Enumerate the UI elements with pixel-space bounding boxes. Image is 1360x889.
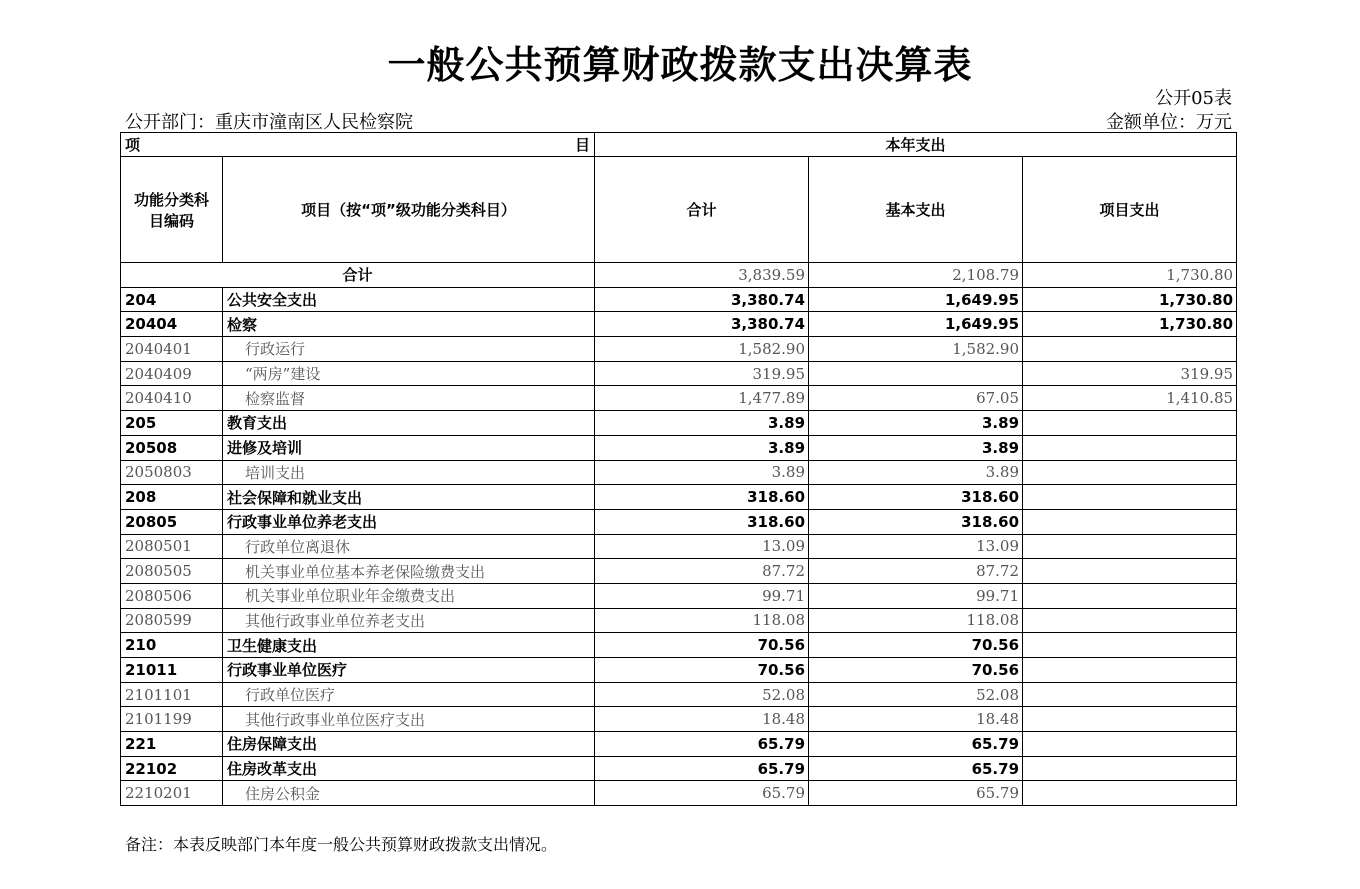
row-code: 2080501 [121, 534, 223, 559]
row-basic: 65.79 [809, 732, 1023, 757]
row-project [1023, 411, 1237, 436]
row-project: 1,730.80 [1023, 287, 1237, 312]
row-project [1023, 534, 1237, 559]
row-name: 行政运行 [223, 337, 595, 362]
row-code: 20508 [121, 435, 223, 460]
row-total: 70.56 [595, 658, 809, 683]
row-code: 2080505 [121, 559, 223, 584]
row-project [1023, 732, 1237, 757]
row-name: 行政单位离退休 [223, 534, 595, 559]
row-code: 2040401 [121, 337, 223, 362]
row-basic: 118.08 [809, 608, 1023, 633]
row-project: 1,410.85 [1023, 386, 1237, 411]
total-label: 合计 [121, 263, 595, 288]
table-row [121, 658, 1237, 683]
row-project [1023, 633, 1237, 658]
header-item: 项目（按“项”级功能分类科目） [223, 157, 595, 263]
row-project [1023, 658, 1237, 683]
header-mu: 目 [575, 136, 591, 154]
row-name: 公共安全支出 [223, 287, 595, 312]
row-code: 2040409 [121, 361, 223, 386]
row-basic: 70.56 [809, 658, 1023, 683]
row-code: 2101199 [121, 707, 223, 732]
row-project [1023, 509, 1237, 534]
table-row [121, 756, 1237, 781]
table-row [121, 361, 1237, 386]
table-row [121, 732, 1237, 757]
row-basic: 18.48 [809, 707, 1023, 732]
row-basic: 65.79 [809, 781, 1023, 806]
row-code: 2101101 [121, 682, 223, 707]
row-total: 3,380.74 [595, 287, 809, 312]
row-total: 3,380.74 [595, 312, 809, 337]
row-name: 住房保障支出 [223, 732, 595, 757]
header-xiang: 项 [125, 136, 141, 154]
table-row [121, 411, 1237, 436]
table-row [121, 707, 1237, 732]
table-row [121, 485, 1237, 510]
row-project [1023, 707, 1237, 732]
row-basic: 1,582.90 [809, 337, 1023, 362]
row-basic: 52.08 [809, 682, 1023, 707]
table-row [121, 583, 1237, 608]
row-basic: 65.79 [809, 756, 1023, 781]
row-name: 其他行政事业单位医疗支出 [223, 707, 595, 732]
row-code: 20805 [121, 509, 223, 534]
row-total: 319.95 [595, 361, 809, 386]
row-code: 205 [121, 411, 223, 436]
page-title: 一般公共预算财政拨款支出决算表 [387, 43, 973, 87]
row-total: 318.60 [595, 485, 809, 510]
header-basic: 基本支出 [809, 157, 1023, 263]
row-project [1023, 583, 1237, 608]
expense-table [120, 132, 1237, 806]
row-total: 13.09 [595, 534, 809, 559]
row-total: 87.72 [595, 559, 809, 584]
row-name: “两房”建设 [223, 361, 595, 386]
table-row [121, 559, 1237, 584]
header-code: 功能分类科目编码 [121, 157, 223, 263]
table-row [121, 386, 1237, 411]
row-name: 其他行政事业单位养老支出 [223, 608, 595, 633]
row-name: 住房改革支出 [223, 756, 595, 781]
total-basic: 2,108.79 [809, 263, 1023, 288]
total-project: 1,730.80 [1023, 263, 1237, 288]
row-basic: 67.05 [809, 386, 1023, 411]
row-total: 1,582.90 [595, 337, 809, 362]
unit-label: 金额单位：万元 [1106, 112, 1232, 133]
row-name: 进修及培训 [223, 435, 595, 460]
total-total: 3,839.59 [595, 263, 809, 288]
total-row [121, 263, 1237, 288]
row-project [1023, 781, 1237, 806]
row-basic: 1,649.95 [809, 312, 1023, 337]
row-total: 52.08 [595, 682, 809, 707]
header-row-2 [121, 157, 1237, 263]
row-basic: 1,649.95 [809, 287, 1023, 312]
row-total: 3.89 [595, 460, 809, 485]
row-name: 住房公积金 [223, 781, 595, 806]
row-name: 机关事业单位基本养老保险缴费支出 [223, 559, 595, 584]
row-total: 3.89 [595, 411, 809, 436]
header-row-1 [121, 133, 1237, 157]
row-basic: 3.89 [809, 460, 1023, 485]
table-row [121, 633, 1237, 658]
row-total: 118.08 [595, 608, 809, 633]
row-project: 1,730.80 [1023, 312, 1237, 337]
row-project [1023, 337, 1237, 362]
header-year-expense: 本年支出 [595, 133, 1237, 157]
table-row [121, 337, 1237, 362]
header-item-cell [121, 133, 595, 157]
form-number: 公开05表 [1155, 88, 1232, 109]
table-row [121, 460, 1237, 485]
row-code: 2080506 [121, 583, 223, 608]
table-row [121, 682, 1237, 707]
row-code: 2040410 [121, 386, 223, 411]
row-code: 210 [121, 633, 223, 658]
row-total: 65.79 [595, 781, 809, 806]
row-name: 行政事业单位医疗 [223, 658, 595, 683]
row-name: 教育支出 [223, 411, 595, 436]
row-total: 65.79 [595, 732, 809, 757]
table-row [121, 608, 1237, 633]
row-project [1023, 682, 1237, 707]
row-total: 70.56 [595, 633, 809, 658]
row-basic: 318.60 [809, 509, 1023, 534]
row-code: 20404 [121, 312, 223, 337]
row-code: 21011 [121, 658, 223, 683]
table-row [121, 509, 1237, 534]
row-name: 检察监督 [223, 386, 595, 411]
table-row [121, 534, 1237, 559]
row-total: 18.48 [595, 707, 809, 732]
table-row [121, 312, 1237, 337]
row-code: 208 [121, 485, 223, 510]
row-name: 行政单位医疗 [223, 682, 595, 707]
row-total: 65.79 [595, 756, 809, 781]
row-project [1023, 460, 1237, 485]
row-basic: 3.89 [809, 411, 1023, 436]
row-total: 99.71 [595, 583, 809, 608]
row-name: 培训支出 [223, 460, 595, 485]
row-name: 机关事业单位职业年金缴费支出 [223, 583, 595, 608]
table-row [121, 287, 1237, 312]
row-project: 319.95 [1023, 361, 1237, 386]
row-basic: 318.60 [809, 485, 1023, 510]
row-code: 2050803 [121, 460, 223, 485]
row-basic: 99.71 [809, 583, 1023, 608]
row-code: 2210201 [121, 781, 223, 806]
row-code: 221 [121, 732, 223, 757]
row-total: 1,477.89 [595, 386, 809, 411]
row-name: 行政事业单位养老支出 [223, 509, 595, 534]
row-code: 22102 [121, 756, 223, 781]
row-basic: 87.72 [809, 559, 1023, 584]
row-basic: 70.56 [809, 633, 1023, 658]
row-name: 卫生健康支出 [223, 633, 595, 658]
row-basic [809, 361, 1023, 386]
header-project: 项目支出 [1023, 157, 1237, 263]
row-project [1023, 485, 1237, 510]
row-total: 318.60 [595, 509, 809, 534]
row-code: 2080599 [121, 608, 223, 633]
footnote: 备注：本表反映部门本年度一般公共预算财政拨款支出情况。 [125, 835, 558, 854]
row-name: 检察 [223, 312, 595, 337]
row-total: 3.89 [595, 435, 809, 460]
department-label: 公开部门：重庆市潼南区人民检察院 [125, 112, 413, 133]
row-project [1023, 435, 1237, 460]
row-project [1023, 608, 1237, 633]
row-basic: 3.89 [809, 435, 1023, 460]
row-name: 社会保障和就业支出 [223, 485, 595, 510]
row-basic: 13.09 [809, 534, 1023, 559]
header-total: 合计 [595, 157, 809, 263]
table-row [121, 781, 1237, 806]
row-project [1023, 756, 1237, 781]
row-project [1023, 559, 1237, 584]
table-row [121, 435, 1237, 460]
row-code: 204 [121, 287, 223, 312]
